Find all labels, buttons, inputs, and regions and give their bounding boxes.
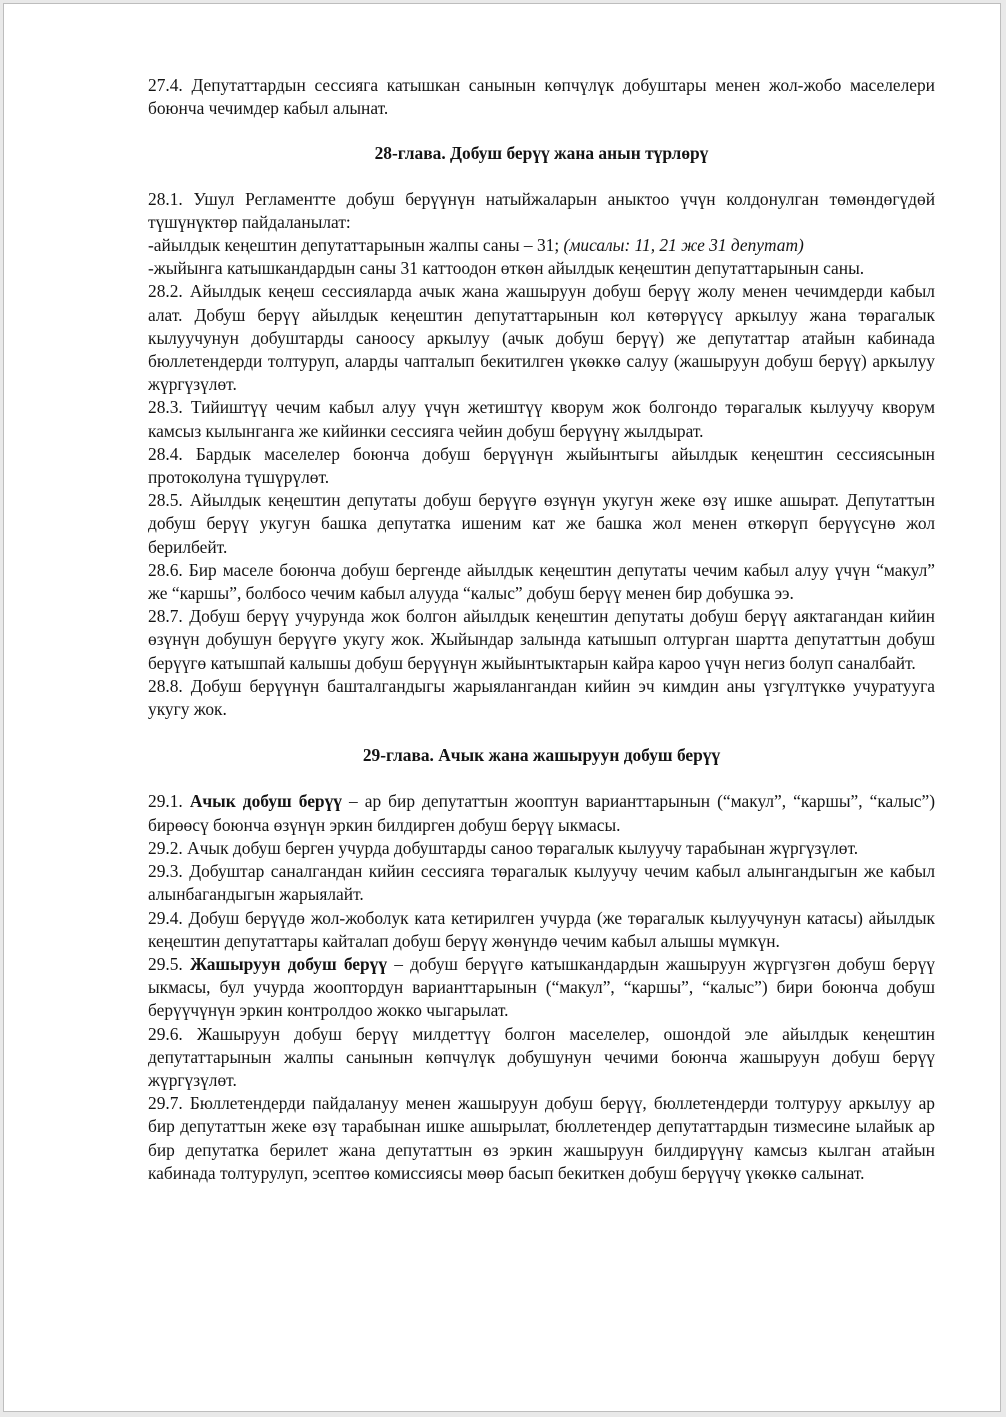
paragraph-28-6: 28.6. Бир маселе боюнча добуш бергенде айылдык кеңештин депутаты чечим кабыл алуу үчүн “макул” же “каршы”, болбосо чечим кабыл алууда “калыс” добуш берүү менен бир добушка ээ. [148,559,935,604]
paragraph-28-4: 28.4. Бардык маселелер боюнча добуш берүүнүн жыйынтыгы айылдык кеңештин сессиясынын протоколуна түшүрүлөт. [148,443,935,488]
paragraph-29-1-number: 29.1. [148,791,190,812]
chapter-28-title: 28-глава. Добуш берүү жана анын түрлөрү [374,143,709,164]
paragraph-29-1-text: – ар бир депутаттын жооптун варианттарынын (“макул”, “каршы”, “калыс”) бирөөсү боюнча өзүнүн эркин билдирген добуш берүү ыкмасы. [148,791,935,835]
paragraph-28-1-item-2: -жыйынга катышкандардын саны 31 каттоодон өткөн айылдык кеңештин депутаттарынын саны. [148,258,865,279]
paragraph-28-2: 28.2. Айылдык кеңеш сессияларда ачык жана жашыруун добуш берүү жолу менен чечимдерди кабыл алат. Добуш берүү айылдык кеңештин депутаттарынын кол көтөрүүсү аркылуу жана төрагалык кылуучунун добуштарды саноосу аркылуу (ачык добуш берүү) же депутаттар атайын кабинада бюллетендерди толтуруп, аларды чапталып бекитилген үкөккө салуу (жашыруун добуш берүү) аркылуу жүргүзүлөт. [148,281,935,395]
paragraph-28-1: 28.1. Ушул Регламентте добуш берүүнүн натыйжаларын аныктоо үчүн колдонулган төмөндөгүдөй түшүнүктөр пайдаланылат: [148,188,935,232]
term-open-voting: Ачык добуш берүү [189,791,342,812]
paragraph-28-7: 28.7. Добуш берүү учурунда жок болгон айылдык кеңештин депутаты добуш берүү аяктагандан кийин өзүнүн добушун берүүгө укугу жок. Жыйындар залында катышып олтурган шартта депутаттын добуш берүүгө катышпай калышы добуш берүүнүн жыйынтыктарын кайра кароо үчүн негиз болуп саналбайт. [148,606,935,673]
chapter-29-title: 29-глава. Ачык жана жашыруун добуш берүү [362,745,721,766]
term-secret-voting: Жашыруун добуш берүү [189,953,388,974]
paragraph-28-8: 28.8. Добуш берүүнүн башталгандыгы жарыялангандан кийин эч кимдин аны үзгүлтүккө учуратууга укугу жок. [148,675,935,720]
item-1-text: -айылдык кеңештин депутаттарынын жалпы саны – 31; [148,235,564,256]
paragraph-29-6: 29.6. Жашыруун добуш берүү милдеттүү болгон маселелер, ошондой эле айылдык кеңештин депутаттарынын жалпы санынын көпчүлүк добушунун чечими боюнча жашыруун добуш берүү жүргүзүлөт. [148,1023,935,1090]
document-body [148,74,935,1185]
paragraph-28-5: 28.5. Айылдык кеңештин депутаты добуш берүүгө өзүнүн укугун жеке өзү ишке ашырат. Депутаттын добуш берүү укугун башка депутатка ишеним кат же башка жол менен өткөрүп берүүсүнө жол берилбейт. [148,490,935,557]
paragraph-29-5-text: – добуш берүүгө катышкандардын жашыруун жүргүзгөн добуш берүү ыкмасы, бул учурда жооптордун варианттарынын (“макул”, “каршы”, “калыс”) бири боюнча добуш берүүчүнүн эркин контролдоо жокко чыгарылат. [148,953,935,1021]
paragraph-28-3: 28.3. Тийиштүү чечим кабыл алуу үчүн жетиштүү кворум жок болгондо төрагалык кылуучу кворум камсыз кылынганга же кийинки сессияга чейин добуш берүүнү жылдырат. [148,397,935,441]
item-1-note: (мисалы: 11, 21 же 31 депутат) [563,235,804,256]
document-page [3,3,1001,1412]
paragraph-29-5 [148,953,935,1023]
paragraph-29-1 [148,790,935,836]
paragraph-28-1-item-1 [148,234,935,257]
paragraph-29-3: 29.3. Добуштар саналгандан кийин сессияга төрагалык кылуучу чечим кабыл алынгандыгын же кабыл алынбагандыгын жарыялайт. [148,861,935,905]
paragraph-29-7: 29.7. Бюллетендерди пайдалануу менен жашыруун добуш берүү, бюллетендерди толтуруу аркылуу ар бир депутаттын жеке өзү тарабынан ишке ашырылат, бюллетендер депутаттардын тизмесине ылайык ар бир депутатка берилет жана депутаттын өз эркин жашыруун билдирүүнү камсыз кылган атайын кабинада толтурулуп, эсептөө комиссиясы мөөр басып бекиткен добуш берүүчү үкөккө салынат. [148,1093,935,1183]
paragraph-29-2: 29.2. Ачык добуш берген учурда добуштарды саноо төрагалык кылуучу тарабынан жүргүзүлөт. [148,837,859,858]
paragraph-29-5-number: 29.5. [148,953,190,974]
paragraph-27-4: 27.4. Депутаттардын сессияга катышкан санынын көпчүлүк добуштары менен жол-жобо маселелери боюнча чечимдер кабыл алынат. [148,75,935,119]
paragraph-29-4: 29.4. Добуш берүүдө жол-жоболук ката кетирилген учурда (же төрагалык кылуучунун катасы) айылдык кеңештин депутаттары кайталап добуш берүү жөнүндө чечим кабыл алышы мүмкүн. [148,907,935,951]
